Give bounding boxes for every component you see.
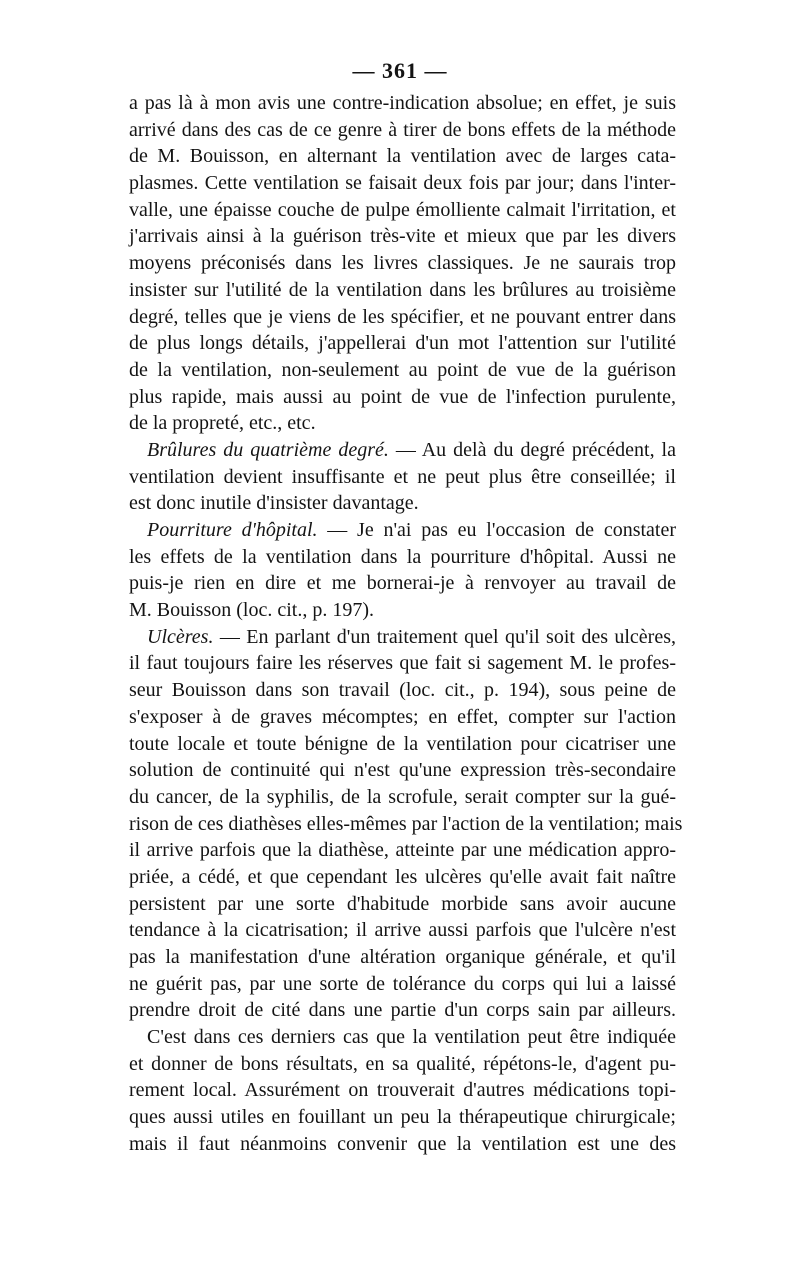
line-text: a pas là à mon avis une contre-indication absolue; en effet, je suis (129, 92, 676, 114)
line-text: C'est dans ces derniers cas que la ventilation peut être indiquée (147, 1026, 676, 1049)
text-line (129, 677, 676, 704)
line-text: persistent par une sorte d'habitude morbide sans avoir aucune (129, 892, 676, 915)
line-text: tendance à la cicatrisation; il arrive aussi parfois que l'ulcère n'est (129, 919, 676, 942)
line-text: ne guérit pas, par une sorte de tolérance du corps qui lui a laissé (129, 972, 676, 995)
line-text: degré, telles que je viens de les spécifier, et ne pouvant entrer dans (129, 305, 676, 328)
line-text: prendre droit de cité dans une partie d'un corps sain par ailleurs. (129, 999, 676, 1022)
text-line (129, 490, 676, 517)
line-text: et donner de bons résultats, en sa qualité, répétons-le, d'agent pu- (129, 1052, 676, 1075)
line-text: — En parlant d'un traitement quel qu'il soit des ulcères, (213, 625, 676, 648)
text-line (129, 891, 676, 918)
text-line (129, 837, 676, 864)
line-text: de M. Bouisson, en alternant la ventilation avec de larges cata- (129, 145, 676, 168)
line-text: mais il faut néanmoins convenir que la ventilation est une des (129, 1132, 676, 1155)
text-line (129, 250, 676, 277)
text-line (129, 143, 676, 170)
line-text: — Je n'ai pas eu l'occasion de constater (317, 519, 677, 541)
text-line (129, 117, 676, 144)
line-text: est donc inutile d'insister davantage. (129, 492, 419, 515)
line-text: de la ventilation, non-seulement au point de vue de la guérison (129, 358, 676, 381)
text-line (129, 650, 676, 677)
line-text: M. Bouisson (loc. cit., p. 197). (129, 599, 374, 622)
line-text: ventilation devient insuffisante et ne peut plus être conseillée; il (129, 465, 676, 488)
text-line (129, 197, 676, 224)
line-text: s'exposer à de graves mécomptes; en effet, compter sur l'action (129, 705, 676, 728)
text-line (129, 757, 676, 784)
text-line (129, 304, 676, 331)
text-line (129, 1024, 676, 1051)
line-text: il faut toujours faire les réserves que fait si sagement M. le profes- (129, 652, 676, 675)
line-text: insister sur l'utilité de la ventilation dans les brûlures au troisième (129, 278, 676, 301)
line-text: de plus longs détails, j'appellerai d'un mot l'attention sur l'utilité (129, 332, 676, 355)
text-line (129, 597, 676, 624)
text-line (129, 410, 676, 437)
text-line (129, 90, 676, 117)
text-line (129, 784, 676, 811)
line-text: — Au delà du degré précédent, la (388, 438, 676, 461)
text-line (129, 384, 676, 411)
page-number: — 361 — (352, 58, 448, 83)
line-text: solution de continuité qui n'est qu'une expression très-secondaire (129, 759, 676, 782)
text-line (129, 731, 676, 758)
text-line (129, 1104, 676, 1131)
text-line (129, 1051, 676, 1078)
body-text (129, 90, 683, 1158)
section-heading: Ulcères. (147, 625, 214, 648)
line-text: seur Bouisson dans son travail (loc. cit., p. 194), sous peine de (129, 679, 676, 702)
text-line (129, 704, 676, 731)
line-text: il arrive parfois que la diathèse, atteinte par une médication appro- (129, 839, 676, 862)
line-text: toute locale et toute bénigne de la ventilation pour cicatriser une (129, 732, 676, 755)
text-line (129, 223, 676, 250)
text-line (129, 811, 683, 838)
text-line (129, 544, 676, 571)
line-text: de la propreté, etc., etc. (129, 412, 316, 435)
line-text: valle, une épaisse couche de pulpe émolliente calmait l'irritation, et (129, 198, 676, 221)
text-line (129, 864, 676, 891)
text-line (129, 170, 676, 197)
text-line (129, 570, 676, 597)
line-text: rement local. Assurément on trouverait d'autres médications topi- (129, 1079, 676, 1102)
line-text: priée, a cédé, et que cependant les ulcères qu'elle avait fait naître (129, 865, 676, 888)
text-line (129, 330, 676, 357)
line-text: arrivé dans des cas de ce genre à tirer de bons effets de la méthode (129, 118, 676, 141)
text-line (129, 624, 676, 651)
line-text: ques aussi utiles en fouillant un peu la thérapeutique chirurgicale; (129, 1106, 676, 1129)
line-text: pas la manifestation d'une altération organique générale, et qu'il (129, 946, 676, 968)
text-line (129, 917, 676, 944)
text-line (129, 517, 676, 544)
text-line (129, 1077, 676, 1104)
section-heading: Brûlures du quatrième degré. (147, 438, 389, 461)
line-text: plasmes. Cette ventilation se faisait deux fois par jour; dans l'inter- (129, 172, 676, 195)
text-line (129, 357, 676, 384)
line-text: rison de ces diathèses elles-mêmes par l'action de la ventilation; mais (129, 812, 683, 835)
text-line (129, 1131, 676, 1158)
text-line (129, 944, 676, 971)
text-line (129, 277, 676, 304)
line-text: du cancer, de la syphilis, de la scrofule, serait compter sur la gué- (129, 785, 676, 808)
section-heading: Pourriture d'hôpital. (147, 519, 318, 541)
line-text: moyens préconisés dans les livres classiques. Je ne saurais trop (129, 252, 676, 275)
text-line (129, 464, 676, 491)
text-line (129, 997, 676, 1024)
line-text: j'arrivais ainsi à la guérison très-vite et mieux que par les divers (129, 225, 676, 248)
line-text: puis-je rien en dire et me bornerai-je à renvoyer au travail de (129, 572, 676, 595)
line-text: les effets de la ventilation dans la pourriture d'hôpital. Aussi ne (129, 545, 676, 568)
text-line (129, 971, 676, 998)
line-text: plus rapide, mais aussi au point de vue de l'infection purulente, (129, 385, 676, 408)
text-line (129, 437, 676, 464)
